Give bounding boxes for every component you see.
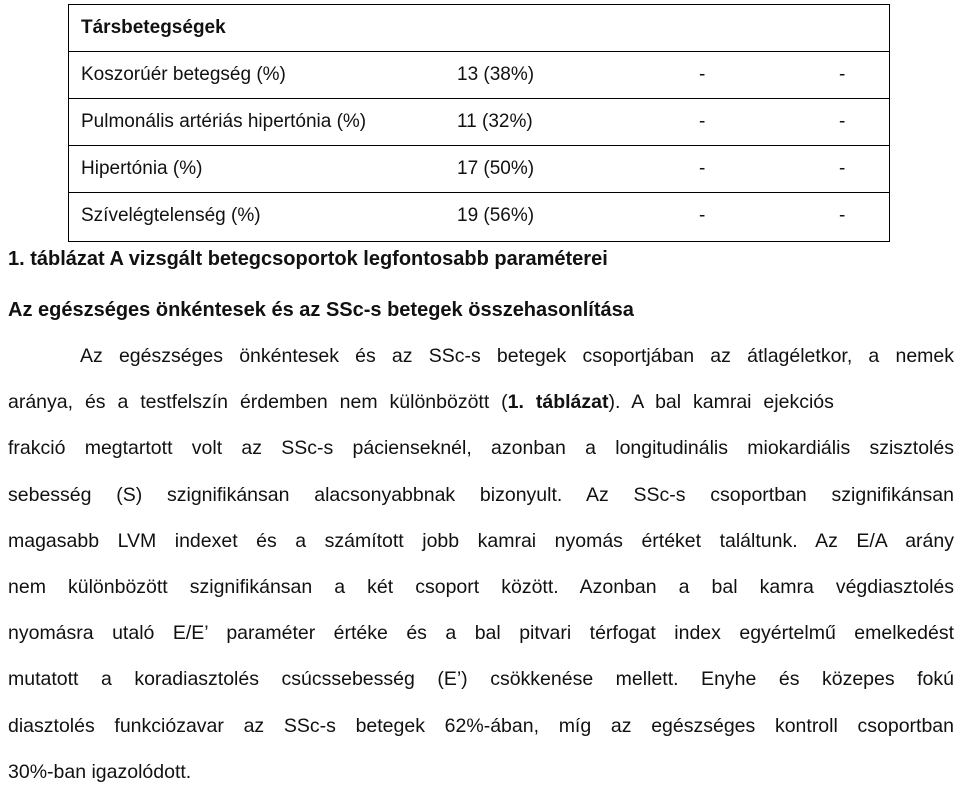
paragraph-line: [8, 665, 954, 711]
row-dash: -: [699, 64, 706, 85]
paragraph-line: [8, 758, 954, 804]
body-paragraph: [8, 342, 954, 804]
paragraph-line: [8, 619, 954, 665]
table-row: [69, 52, 889, 99]
table-header: Társbetegségek: [81, 17, 226, 38]
section-heading: Az egészséges önkéntesek és az SSc-s betegek összehasonlítása: [8, 299, 634, 321]
row-dash: -: [839, 158, 846, 179]
line-text: aránya, és a testfelszín érdemben nem különbözött (: [8, 391, 508, 414]
row-label: Pulmonális artériás hipertónia (%): [81, 111, 367, 132]
table-caption: 1. táblázat A vizsgált betegcsoportok legfontosabb paraméterei: [8, 248, 608, 270]
table-row: [69, 99, 889, 146]
row-dash: -: [839, 205, 846, 226]
paragraph-line: [8, 573, 954, 619]
row-label: Koszorúér betegség (%): [81, 64, 286, 85]
row-value: 13 (38%): [457, 64, 535, 85]
row-dash: -: [699, 111, 706, 132]
line-text: sebesség (S) szignifikánsan alacsonyabbnak bizonyult. Az SSc-s csoportban szignifikánsan: [8, 483, 954, 506]
row-value: 17 (50%): [457, 158, 535, 179]
paragraph-line: [8, 481, 954, 527]
paragraph-line: [8, 527, 954, 573]
row-dash: -: [699, 158, 706, 179]
line-text: frakció megtartott volt az SSc-s pácienseknél, azonban a longitudinális miokardiális szisztolés: [8, 437, 954, 460]
table-reference: 1. táblázat: [507, 391, 609, 414]
row-value: 11 (32%): [457, 111, 533, 132]
table-header-row: [69, 5, 889, 52]
line-text: ). A bal kamrai ejekciós: [608, 391, 834, 414]
row-dash: -: [839, 64, 846, 85]
paragraph-line: [8, 388, 954, 434]
row-label: Szívelégtelenség (%): [81, 205, 261, 226]
line-text: Az egészséges önkéntesek és az SSc-s betegek csoportjában az átlagéletkor, a nemek: [80, 345, 954, 367]
row-label: Hipertónia (%): [81, 158, 203, 179]
paragraph-line: [8, 342, 954, 388]
table-row: [69, 193, 889, 240]
paragraph-line: [8, 434, 954, 480]
line-text: diasztolés funkciózavar az SSc-s betegek 62%-ában, míg az egészséges kontroll csoportban: [8, 714, 954, 737]
row-dash: -: [839, 111, 846, 132]
row-dash: -: [699, 205, 706, 226]
paragraph-line: [8, 712, 954, 758]
line-text: mutatott a koradiasztolés csúcssebesség (E’) csökkenése mellett. Enyhe és közepes fokú: [8, 668, 954, 691]
line-text: 30%-ban igazolódott.: [8, 760, 192, 783]
row-value: 19 (56%): [457, 205, 535, 226]
comorbidities-table: [68, 4, 890, 242]
line-text: nyomásra utaló E/E’ paraméter értéke és a bal pitvari térfogat index egyértelmű emelkedést: [8, 622, 954, 645]
line-text: nem különbözött szignifikánsan a két csoport között. Azonban a bal kamra végdiasztolés: [8, 575, 954, 598]
line-text: magasabb LVM indexet és a számított jobb kamrai nyomás értéket találtunk. Az E/A arány: [8, 529, 954, 552]
table-row: [69, 146, 889, 193]
